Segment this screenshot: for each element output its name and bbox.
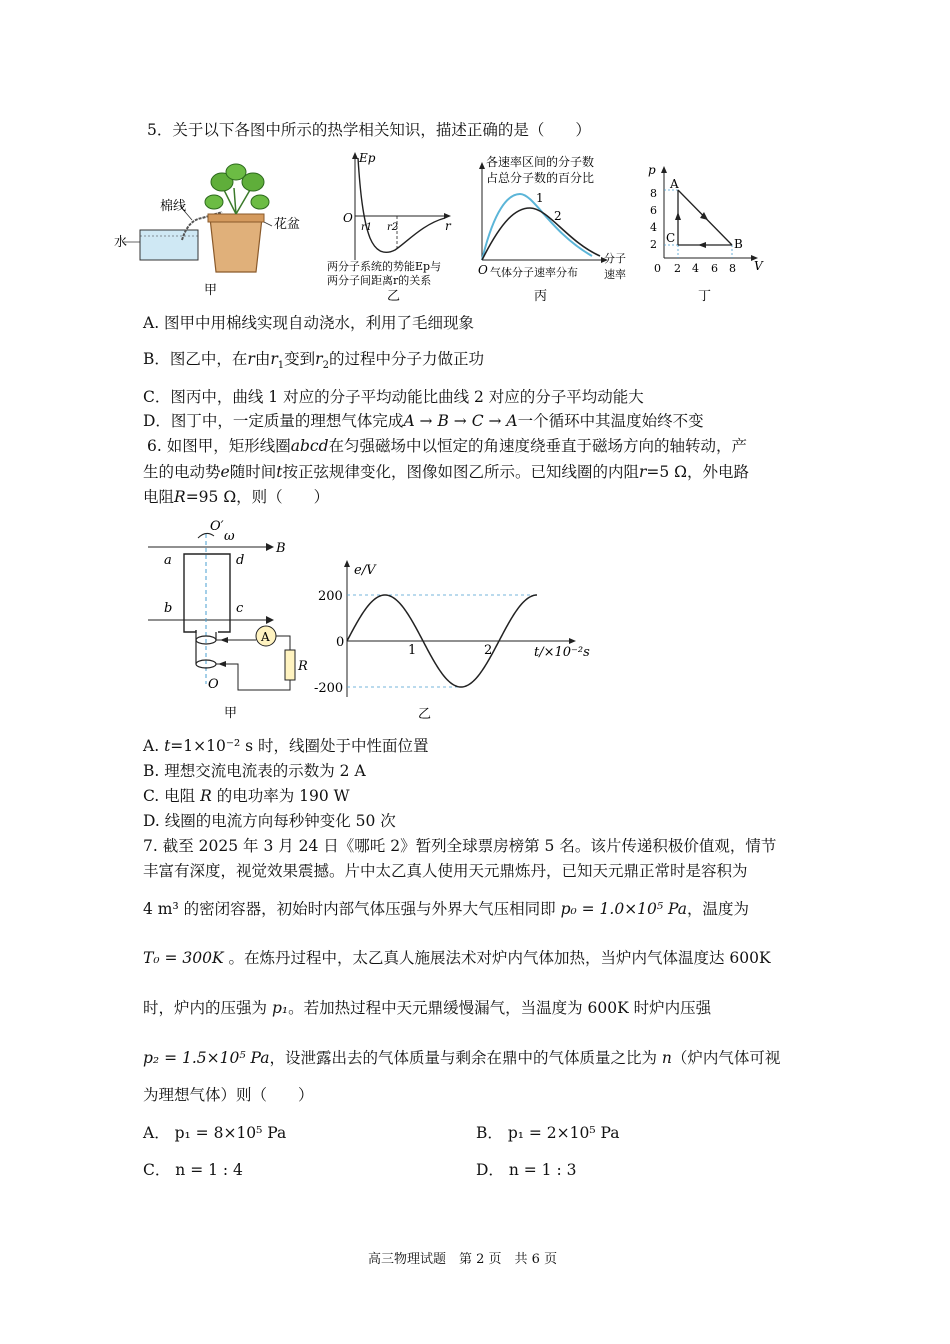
chart-xtick-1: 1 (408, 643, 417, 658)
yi-desc-1: 两分子系统的势能Ep与 (327, 260, 442, 273)
label-ammeter: A (261, 630, 270, 644)
q5-option-d: D．图丁中，一定质量的理想气体完成A → B → C → A一个循环中其温度始终不变 (143, 412, 704, 430)
q7-line5: 时，炉内的压强为 p₁。若加热过程中天元鼎缓慢漏气，当温度为 600K 时炉内压强 (143, 999, 712, 1017)
page-footer: 高三物理试题 第 2 页 共 6 页 (368, 1252, 558, 1267)
label-c: c (236, 601, 244, 616)
ding-ytick-8: 8 (650, 187, 657, 200)
q6-fig-jia (140, 512, 320, 724)
ding-B: B (734, 237, 743, 251)
label-Ep: Ep (359, 151, 376, 165)
label-water: 水 (114, 235, 128, 250)
ding-ylabel: p (648, 163, 656, 177)
ding-xlabel: V (754, 259, 763, 273)
q7-option-a: A． p₁ = 8×10⁵ Pa (143, 1124, 287, 1142)
bing-xlabel-2: 速率 (604, 268, 626, 281)
bing-xlabel-1: 分子 (604, 252, 626, 265)
bing-xdesc: 气体分子速率分布 (490, 266, 578, 279)
q6-option-c: C. 电阻 R 的电功率为 190 W (143, 787, 350, 805)
q6-option-b: B. 理想交流电流表的示数为 2 A (143, 762, 366, 780)
q5-option-a: A. 图甲中用棉线实现自动浇水，利用了毛细现象 (143, 314, 475, 332)
q7-line1: 7. 截至 2025 年 3 月 24 日《哪吒 2》暂列全球票房榜第 5 名。该片传递积极价值观，情节 (143, 837, 777, 855)
caption-bing: 丙 (534, 289, 548, 304)
q5-fig-ding (642, 160, 772, 304)
label-r1: r1 (361, 222, 373, 233)
caption-q6-jia: 甲 (224, 706, 238, 721)
chart-xtick-2: 2 (484, 643, 493, 658)
label-B: B (276, 541, 286, 556)
ding-A: A (670, 177, 679, 191)
label-cotton: 棉线 (160, 199, 187, 214)
q5-fig-yi (325, 150, 465, 302)
q6-option-a: A. t=1×10⁻² s 时，线圈处于中性面位置 (143, 737, 429, 755)
ding-xtick-8: 8 (729, 262, 736, 275)
q6-stem-line2: 生的电动势e随时间t按正弦规律变化，图像如图乙所示。已知线圈的内阻r=5 Ω，外电路 (143, 463, 750, 481)
q5-option-b: B．图乙中，在r由$r_1$变到$r_2$的过程中分子力做正功 (143, 350, 484, 372)
ding-xtick-4: 4 (692, 262, 699, 275)
label-d: d (236, 553, 245, 568)
x-axis-arrow (569, 638, 576, 644)
water-trough (140, 230, 198, 260)
chart-xlabel: t/×10⁻²s (534, 645, 590, 660)
ding-C: C (666, 231, 676, 245)
caption-ding: 丁 (698, 289, 712, 304)
label-curve-1: 1 (536, 191, 544, 205)
q7-line2: 丰富有深度，视觉效果震撼。片中太乙真人使用天元鼎炼丹，已知天元鼎正常时是容积为 (143, 862, 748, 880)
label-O: O (208, 677, 219, 692)
ding-xtick-2: 2 (674, 262, 681, 275)
q7-option-b: B． p₁ = 2×10⁵ Pa (476, 1124, 620, 1142)
caption-jia: 甲 (204, 283, 218, 298)
chart-origin: 0 (336, 635, 345, 650)
label-curve-2: 2 (554, 209, 562, 223)
label-O: O (343, 211, 353, 225)
q7-line6: p₂ = 1.5×10⁵ Pa，设泄露出去的气体质量与剩余在鼎中的气体质量之比为 n（炉内气体可视 (143, 1049, 781, 1067)
emf-chart (344, 560, 576, 697)
q7-line4: T₀ = 300K 。在炼丹过程中，太乙真人施展法术对炉内气体加热，当炉内气体温度达 600K (143, 949, 771, 967)
ep-curve (358, 158, 445, 252)
q5-option-c: C．图丙中，曲线 1 对应的分子平均动能比曲线 2 对应的分子平均动能大 (143, 388, 644, 406)
q7-line3: 4 m³ 的密闭容器，初始时内部气体压强与外界大气压相同即 p₀ = 1.0×10⁵ Pa，温度为 (143, 900, 750, 918)
chart-ylabel: e/V (354, 563, 376, 578)
label-r: r (445, 219, 451, 233)
label-a: a (164, 553, 172, 568)
q5-stem: 5．关于以下各图中所示的热学相关知识，描述正确的是（ ） (147, 121, 591, 139)
label-R: R (298, 659, 308, 674)
q5-fig-jia (112, 160, 322, 300)
label-Oprime: O′ (210, 519, 224, 534)
flower-pot (210, 218, 262, 272)
caption-q6-yi: 乙 (418, 707, 432, 722)
bing-origin: O (478, 263, 488, 277)
ding-xtick-6: 6 (711, 262, 718, 275)
label-pot: 花盆 (274, 217, 301, 232)
bing-title-2: 占总分子数的百分比 (486, 171, 595, 185)
curve-2 (482, 208, 600, 260)
ding-ytick-2: 2 (650, 238, 657, 251)
y-axis-arrow (344, 560, 350, 567)
resistor (285, 650, 295, 680)
ding-origin: 0 (654, 262, 661, 275)
yi-desc-2: 两分子间距离r的关系 (327, 274, 432, 287)
label-r2: r2 (387, 222, 399, 233)
bing-title-1: 各速率区间的分子数 (486, 155, 595, 169)
chart-ytick-neg200: -200 (314, 681, 344, 696)
label-b: b (164, 601, 173, 616)
q7-option-c: C． n = 1 : 4 (143, 1161, 243, 1179)
q7-line7: 为理想气体）则（ ） (143, 1086, 314, 1104)
q6-option-d: D. 线圈的电流方向每秒钟变化 50 次 (143, 812, 396, 830)
q6-stem-line1: 6. 如图甲，矩形线圈abcd在匀强磁场中以恒定的角速度绕垂直于磁场方向的轴转动，产 (147, 437, 748, 455)
caption-yi: 乙 (387, 289, 401, 302)
ding-ytick-6: 6 (650, 204, 657, 217)
chart-ytick-200: 200 (318, 589, 343, 604)
q6-fig-yi (302, 558, 602, 724)
q7-option-d: D． n = 1 : 3 (476, 1161, 577, 1179)
q6-stem-line3: 电阻R=95 Ω，则（ ） (143, 488, 330, 506)
ding-ytick-4: 4 (650, 221, 657, 234)
q5-fig-bing (468, 150, 638, 304)
label-omega: ω (224, 529, 235, 544)
